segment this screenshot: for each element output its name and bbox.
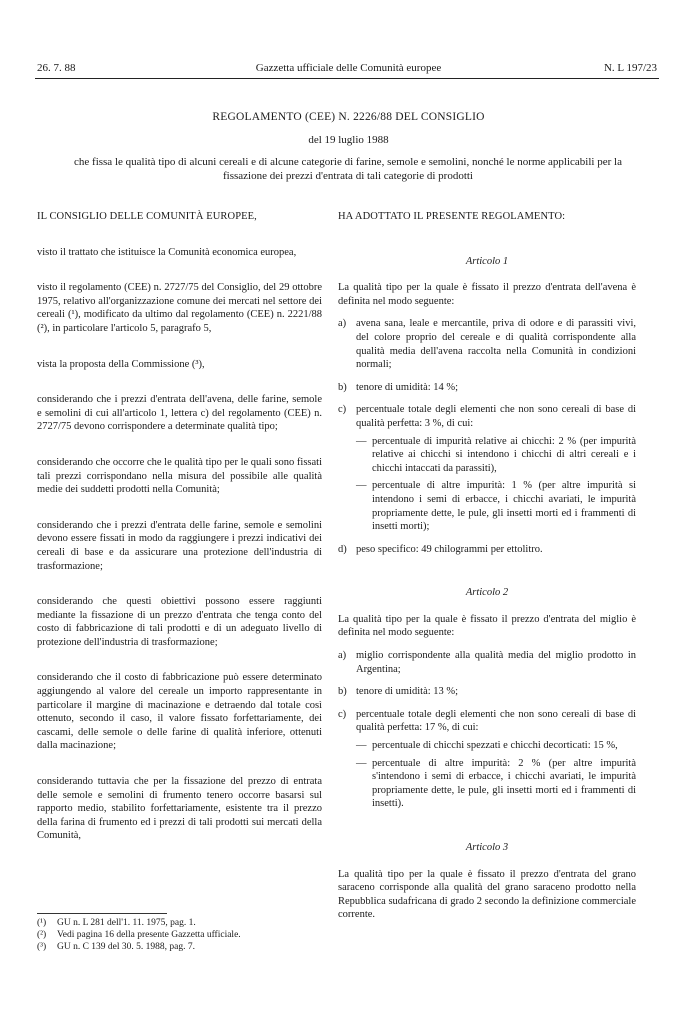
item-text: avena sana, leale e mercantile, priva di odore e di parassiti vivi, del colore proprio del cereale e di qualità corrispondente alla qualità media dell'avena raccolta nella Comunità in condizioni normali;: [356, 318, 636, 371]
footnote-label: (²): [37, 930, 47, 940]
article-2-item-b: [338, 685, 636, 699]
article-2-item-a: [338, 649, 636, 676]
dash-text: percentuale di altre impurità: 2 % (per altre impurità s'intendono i semi di erbacce, i chicchi avariati, le impurità propriamente dette, le pule, gli insetti morti ed i frammenti di insetti).: [372, 757, 636, 810]
dash-text: percentuale di chicchi spezzati e chicchi decorticati: 15 %,: [372, 740, 618, 752]
regulation-date: del 19 luglio 1988: [308, 134, 389, 146]
article-2-title: Articolo 2: [465, 587, 509, 599]
recital-quality-types: considerando che occorre che le qualità tipo per le quali sono fissati tali prezzi corrispondano nella misura del possibile alle qualità medie dei suddetti prodotti nella Comunità;: [37, 456, 322, 496]
recital-objectives: considerando che questi obiettivi possono essere raggiunti mediante la fissazione di un prezzo d'entrata che tenga conto del costo di fabbricazione di tali prodotti e di un adeguato livello di protezione dell'industria di trasformazione;: [37, 596, 322, 648]
item-text: miglio corrispondente alla qualità media del miglio prodotto in Argentina;: [356, 650, 636, 675]
item-text: tenore di umidità: 14 %;: [356, 381, 459, 393]
article-2-item-c-dash-2: [356, 757, 636, 811]
footnote-text: Vedi pagina 16 della presente Gazzetta ufficiale.: [57, 930, 241, 940]
adoption-heading: HA ADOTTATO IL PRESENTE REGOLAMENTO:: [338, 211, 566, 222]
dash-label: —: [356, 435, 367, 447]
recital-semolina: considerando tuttavia che per la fissazione del prezzo di entrata delle semole e semolini di frumento tenero occorre basarsi sul rapporto medio, stabilito forfettariamente, esistente tra il prezzo della farina di frumento ed i prezzi di tali prodotti sui mercati della Comunità,: [37, 776, 322, 842]
dash-label: —: [356, 757, 367, 769]
footnote-label: (¹): [37, 918, 47, 928]
article-2-item-c-dash-1: [356, 739, 636, 753]
article-2-intro: La qualità tipo per la quale è fissato il prezzo d'entrata del miglio è definita nel modo seguente:: [338, 613, 636, 639]
regulation-subject: che fissa le qualità tipo di alcuni cereali e di alcune categorie di farine, semole e semolini, nonché le norme applicabili per la fissazione dei prezzi d'entrata di tali categorie di prodotti: [74, 156, 622, 182]
article-1-item-c-dash-2: [356, 479, 636, 533]
footnote: [37, 941, 322, 953]
regulation-title: REGOLAMENTO (CEE) N. 2226/88 DEL CONSIGLIO: [212, 111, 485, 123]
item-text: tenore di umidità: 13 %;: [356, 686, 459, 698]
item-text: percentuale totale degli elementi che non sono cereali di base di qualità perfetta: 17 %, di cui:: [356, 708, 636, 734]
footnotes: [37, 917, 322, 953]
right-column: [338, 210, 636, 922]
recital-flour-prices: considerando che i prezzi d'entrata delle farine, semole e semolini devono essere fissati in modo da raggiungere i prezzi indicativi dei cereali di base e da assicurare una protezione dell'industria di trasformazione;: [37, 519, 322, 572]
recital-proposal: vista la proposta della Commissione (³),: [37, 358, 205, 370]
article-1-item-a: [338, 317, 636, 371]
left-column: [37, 210, 322, 843]
article-3-title: Articolo 3: [465, 842, 509, 853]
header-date: 26. 7. 88: [37, 62, 76, 74]
article-1-item-d: [338, 543, 636, 557]
article-3-intro: La qualità tipo per la quale è fissato il prezzo d'entrata del grano saraceno corrisponde alla qualità del grano saraceno prodotto nella Repubblica sudafricana di grado 2 secondo la definizione commerciale corrente.: [338, 868, 636, 921]
article-2-item-c-subitems: [338, 739, 636, 811]
recital-treaty: visto il trattato che istituisce la Comunità economica europea,: [37, 246, 297, 258]
article-1-item-b: [338, 381, 636, 395]
article-1-item-c-subitems: [338, 435, 636, 534]
header-rule: [35, 78, 659, 79]
item-label: b): [338, 381, 347, 393]
header-gazette-title: Gazzetta ufficiale delle Comunità europee: [255, 62, 442, 74]
article-1-title: Articolo 1: [465, 255, 509, 267]
item-label: c): [338, 404, 347, 416]
item-label: a): [338, 650, 347, 662]
council-heading: IL CONSIGLIO DELLE COMUNITÀ EUROPEE,: [37, 211, 257, 222]
recital-manufacturing-cost: considerando che il costo di fabbricazione può essere determinato aggiungendo al valore del cereale un importo rappresentante in particolare il margine di macinazione e detraendo dal totale così ottenuto, secondo il caso, il valore fissato forfettariamente, dei cascami, delle semole o delle farine di qualità inferiore, ottenuti dalla macinazione;: [37, 672, 322, 752]
item-label: a): [338, 318, 347, 330]
header-page-number: N. L 197/23: [603, 62, 657, 74]
item-text: peso specifico: 49 chilogrammi per ettolitro.: [356, 543, 543, 555]
dash-text: percentuale di impurità relative ai chicchi: 2 % (per impurità relative ai chicchi si intendono i chicchi di altri cereali e i chicchi intaccati da parassiti),: [372, 435, 636, 474]
dash-label: —: [356, 480, 367, 492]
footnote-label: (³): [37, 942, 47, 952]
dash-text: percentuale di altre impurità: 1 % (per altre impurità si intendono i semi di erbacce, i chicchi avariati, le impurità propriamente dette, le pule, gli insetti morti ed i frammenti di insetti morti);: [372, 480, 636, 533]
footnote-text: GU n. L 281 dell'1. 11. 1975, pag. 1.: [57, 918, 196, 928]
item-text: percentuale totale degli elementi che non sono cereali di base di qualità perfetta: 3 %, di cui:: [356, 404, 636, 429]
footnote: [37, 917, 322, 929]
article-1-intro: La qualità tipo per la quale è fissato il prezzo d'entrata dell'avena è definita nel modo seguente:: [338, 282, 636, 307]
item-label: c): [338, 708, 347, 720]
article-1-item-c-dash-1: [356, 435, 636, 476]
article-1-item-c: [338, 403, 636, 430]
footnote-text: GU n. C 139 del 30. 5. 1988, pag. 7.: [57, 942, 196, 952]
article-2-item-c: [338, 708, 636, 735]
recital-entry-prices: considerando che i prezzi d'entrata dell'avena, delle farine, semole e semolini di cui all'articolo 1, lettera c) del regolamento (CEE) n. 2727/75 devono corrispondere a determinate qualità tipo;: [37, 394, 322, 433]
item-label: d): [338, 543, 347, 555]
item-label: b): [338, 686, 347, 698]
dash-label: —: [356, 740, 367, 752]
footnote: [37, 929, 322, 941]
recital-regulation: visto il regolamento (CEE) n. 2727/75 del Consiglio, del 29 ottobre 1975, relativo all'organizzazione comune dei mercati nel settore dei cereali (¹), modificato da ultimo dal regolamento (CEE) n. 2221/88 (²), in particolare l'articolo 5, paragrafo 5,: [37, 282, 322, 334]
footnote-rule: [37, 913, 167, 914]
